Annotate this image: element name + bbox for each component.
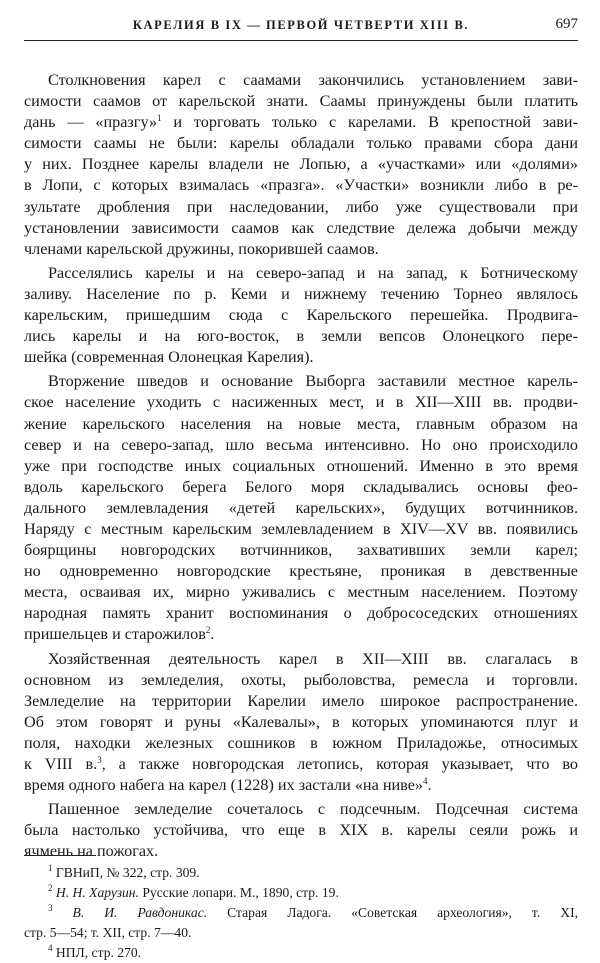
text-line — [24, 197, 578, 218]
paragraph — [24, 263, 578, 368]
text-line — [24, 775, 578, 796]
footnote-number: 2 — [48, 883, 53, 893]
body-text — [24, 70, 578, 865]
footnote-ref: 3 — [97, 755, 102, 765]
text-segment: симости саамов от карельской знати. Саамы принуждены были платить — [24, 92, 578, 111]
paragraph — [24, 371, 578, 645]
text-line — [24, 841, 578, 862]
text-line — [24, 519, 578, 540]
text-line — [24, 154, 578, 175]
text-line — [24, 820, 578, 841]
footnote-number: 3 — [48, 903, 53, 913]
footnote-text: Русские лопари. М., 1890, стр. 19. — [138, 885, 339, 900]
paragraph — [24, 70, 578, 260]
text-segment: уже при господстве иных социальных отношений. Именно в это время — [24, 456, 578, 475]
text-segment: к VIII в. — [24, 755, 98, 773]
footnotes — [24, 863, 578, 963]
text-line — [24, 603, 578, 624]
text-segment: дального землевладения «детей карельских», будущих вотчинников. — [24, 498, 578, 517]
text-line — [24, 670, 578, 691]
footnote-body — [48, 865, 200, 880]
text-segment: север и на северо-запад, шло весьма интенсивно. Но оно происходило — [24, 435, 578, 454]
text-line — [24, 754, 578, 775]
footnote-body — [48, 903, 578, 923]
text-segment: жение карельского населения на новые места, главным образом на — [24, 414, 578, 433]
footnote — [24, 943, 578, 963]
text-line — [24, 175, 578, 196]
text-segment: Земледелие на территории Карелии имело широкое распространение. — [24, 691, 578, 710]
text-line — [24, 218, 578, 239]
footnote-number: 1 — [48, 863, 53, 873]
text-line — [24, 284, 578, 305]
footnote-body — [48, 945, 141, 960]
text-line — [24, 112, 578, 133]
text-line — [24, 456, 578, 477]
text-segment: места, осваивая их, мирно уживались с местным населением. Поэтому — [24, 583, 578, 602]
text-line — [24, 712, 578, 733]
text-line — [24, 733, 578, 754]
footnote-number: 4 — [48, 943, 53, 953]
text-segment: пришельцев и старожилов — [24, 625, 206, 644]
page-number: 697 — [555, 16, 578, 32]
text-line — [24, 624, 578, 645]
text-segment: симости саамы не были: карелы обладали только правами сбора дани — [24, 134, 578, 153]
text-line — [24, 305, 578, 326]
text-line — [24, 263, 578, 284]
text-segment: Столкновения карел с саамами закончились установлением зави- — [48, 71, 578, 89]
text-segment: и торговать только с карелами. В крепостной зави- — [161, 113, 578, 132]
text-line — [24, 540, 578, 561]
text-line — [24, 691, 578, 712]
text-line — [24, 582, 578, 603]
paragraph — [24, 799, 578, 862]
text-line — [24, 561, 578, 582]
text-segment: в Лопи, с которых взималась «празга». «Участки» возникли либо в ре- — [24, 176, 578, 195]
footnote — [24, 903, 578, 923]
running-title: КАРЕЛИЯ В IX — ПЕРВОЙ ЧЕТВЕРТИ XIII В. — [132, 18, 470, 32]
footnote — [24, 883, 578, 903]
footnote-text: Старая Ладога. «Советская археология», т. XI, — [207, 905, 578, 920]
text-segment: поля, находки железных сошников в южном Приладожье, относимых — [24, 733, 578, 752]
text-line — [24, 414, 578, 435]
text-segment: Вторжение шведов и основание Выборга заставили местное карель- — [48, 372, 578, 391]
text-segment: . — [427, 776, 432, 795]
text-segment: зультате дробления при наследовании, либо уже существовали при — [24, 197, 578, 216]
text-segment: ячмень на пожогах. — [24, 842, 159, 861]
text-segment: . — [210, 625, 215, 644]
text-line — [24, 91, 578, 112]
text-segment: дань — «празгу» — [24, 113, 158, 132]
footnote-text: ГВНиП, № 322, стр. 309. — [55, 865, 200, 880]
text-segment: членами карельской дружины, покорившей саамов. — [24, 239, 379, 258]
text-segment: Расселялись карелы и на северо-запад и на запад, к Ботническому — [48, 263, 578, 282]
text-segment: лись карелы и на юго-восток, в земли вепсов Олонецкого пере- — [24, 327, 578, 346]
text-segment: боярщины новгородских вотчинников, захвативших земли карел; — [24, 541, 578, 560]
text-line — [24, 70, 578, 91]
text-line — [24, 392, 578, 413]
paragraph — [24, 649, 578, 797]
text-line — [24, 133, 578, 154]
text-line — [24, 371, 578, 392]
text-line — [24, 649, 578, 670]
text-line — [24, 435, 578, 456]
text-segment: у них. Позднее карелы владели не Лопью, а «участками» или «долями» — [24, 155, 578, 174]
text-segment: Об этом говорят и руны «Калевалы», в которых упоминаются плуг и — [24, 712, 578, 731]
text-segment: шейка (современная Олонецкая Карелия). — [24, 348, 314, 367]
footnote-continuation: стр. 5—54; т. XII, стр. 7—40. — [24, 925, 192, 940]
text-segment: Хозяйственная деятельность карел в XII—XIII вв. слагалась в — [48, 649, 578, 668]
text-segment: Наряду с местным карельским землевладением в XIV—XV вв. появились — [24, 519, 578, 538]
text-segment: карельским, пришедшим сюда с Карельского перешейка. Продвига- — [24, 306, 578, 325]
footnote-divider — [24, 855, 96, 856]
text-line — [24, 477, 578, 498]
footnote-author: В. И. Равдоникас. — [72, 905, 208, 920]
text-segment: заливу. Население по р. Кеми и нижнему течению Торнео являлось — [24, 284, 578, 303]
text-segment: Пашенное земледелие сочеталось с подсечным. Подсечная система — [48, 800, 578, 819]
text-segment: время одного набега на карел (1228) их застали «на ниве» — [24, 776, 423, 795]
footnote-ref: 1 — [157, 113, 162, 124]
footnote-author: Н. Н. Харузин. — [55, 885, 139, 900]
page-header — [24, 12, 578, 41]
text-segment: основном из земледелия, охоты, рыболовства, ремесла и торговли. — [24, 670, 578, 689]
footnote-ref: 2 — [205, 625, 211, 636]
footnote-ref: 4 — [422, 776, 428, 787]
text-line — [24, 326, 578, 347]
text-segment: , а также новгородская летопись, которая указывает, что во — [101, 755, 578, 773]
text-segment: установлении зависимости саамов как следствие дележа добычи между — [24, 218, 578, 237]
text-segment: но одновременно новгородские крестьяне, проникая в девственные — [24, 562, 578, 581]
text-line — [24, 347, 578, 368]
text-segment: народная память хранит воспоминания о добрососедских отношениях — [24, 604, 578, 623]
footnote-body — [48, 885, 339, 900]
text-segment: вдоль карельского берега Белого моря складывались основы фео- — [24, 477, 578, 496]
text-line — [24, 498, 578, 519]
footnote-text: НПЛ, стр. 270. — [55, 945, 142, 960]
text-line — [24, 239, 578, 260]
footnote — [24, 863, 578, 883]
text-segment: была настолько устойчива, что еще в XIX в. карелы сеяли рожь и — [24, 821, 578, 840]
text-segment: ское население уходить с насиженных мест, и в XII—XIII вв. продви- — [24, 393, 578, 412]
text-line — [24, 799, 578, 820]
